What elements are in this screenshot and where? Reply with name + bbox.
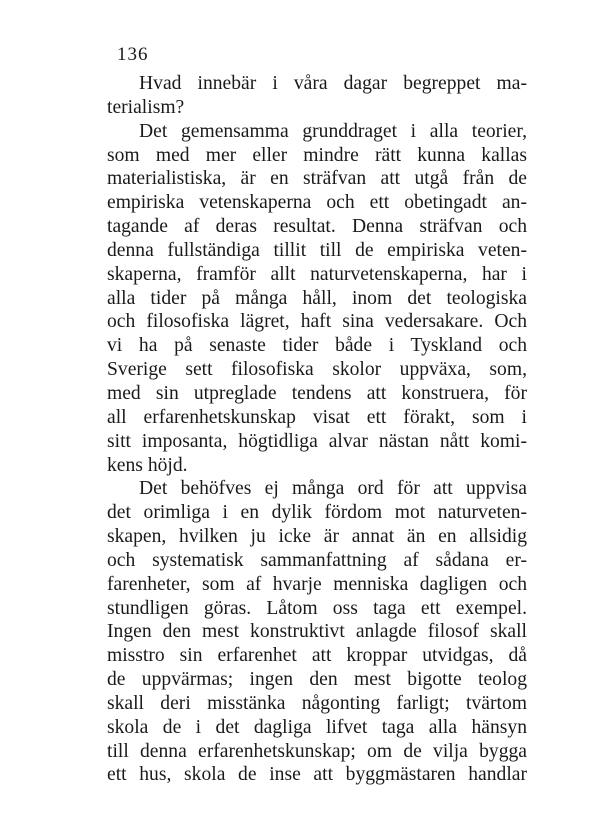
page-number: 136 <box>117 44 149 65</box>
text-line: tagande af deras resultat. Denna sträfvan och <box>107 216 527 238</box>
text-line: farenheter, som af hvarje menniska dagligen och <box>107 573 527 595</box>
text-line: och filosofiska lägret, haft sina vedersakare. Och <box>107 311 527 333</box>
text-line: Ingen den mest konstruktivt anlagde filosof skall <box>107 621 527 643</box>
text-line: med sin utpreglade tendens att konstruera, för <box>107 382 527 404</box>
body-text <box>107 72 527 787</box>
text-line: det orimliga i en dylik fördom mot naturveten- <box>107 502 527 524</box>
text-line: Det gemensamma grunddraget i alla teorier, <box>139 120 527 142</box>
text-line: alla tider på många håll, inom det teologiska <box>107 287 527 309</box>
text-line: all erfarenhetskunskap visat ett förakt, som i <box>107 406 527 428</box>
text-line: materialistiska, är en sträfvan att utgå från de <box>107 168 527 190</box>
text-line: de uppvärmas; ingen den mest bigotte teolog <box>107 669 527 691</box>
text-line: stundligen göras. Låtom oss taga ett exempel. <box>107 597 527 619</box>
text-line: sitt imposanta, högtidliga alvar nästan nått komi- <box>107 430 527 452</box>
text-line: och systematisk sammanfattning af sådana er- <box>107 549 527 571</box>
text-line: skall deri misstänka någonting farligt; tvärtom <box>107 692 527 714</box>
text-line: kens höjd. <box>107 454 188 476</box>
text-line: till denna erfarenhetskunskap; om de vilja bygga <box>107 740 527 762</box>
text-line: empiriska vetenskaperna och ett obetingadt an- <box>107 192 527 214</box>
text-line: skapen, hvilken ju icke är annat än en allsidig <box>107 526 527 548</box>
text-line: misstro sin erfarenhet att kroppar utvidgas, då <box>107 645 527 667</box>
text-line: skola de i det dagliga lifvet taga alla hänsyn <box>107 716 527 738</box>
text-line: Sverige sett filosofiska skolor uppväxa, som, <box>107 359 527 381</box>
text-line: vi ha på senaste tider både i Tyskland och <box>107 335 527 357</box>
text-line: som med mer eller mindre rätt kunna kallas <box>107 144 527 166</box>
text-line: ett hus, skola de inse att byggmästaren handlar <box>107 764 527 786</box>
text-line: Hvad innebär i våra dagar begreppet ma- <box>139 73 527 94</box>
text-line: Det behöfves ej många ord för att uppvisa <box>139 478 527 500</box>
text-line: skaperna, framför allt naturvetenskaperna, har i <box>107 263 527 285</box>
text-line: terialism? <box>107 96 185 118</box>
text-line: denna fullständiga tillit till de empiriska veten- <box>107 239 527 261</box>
